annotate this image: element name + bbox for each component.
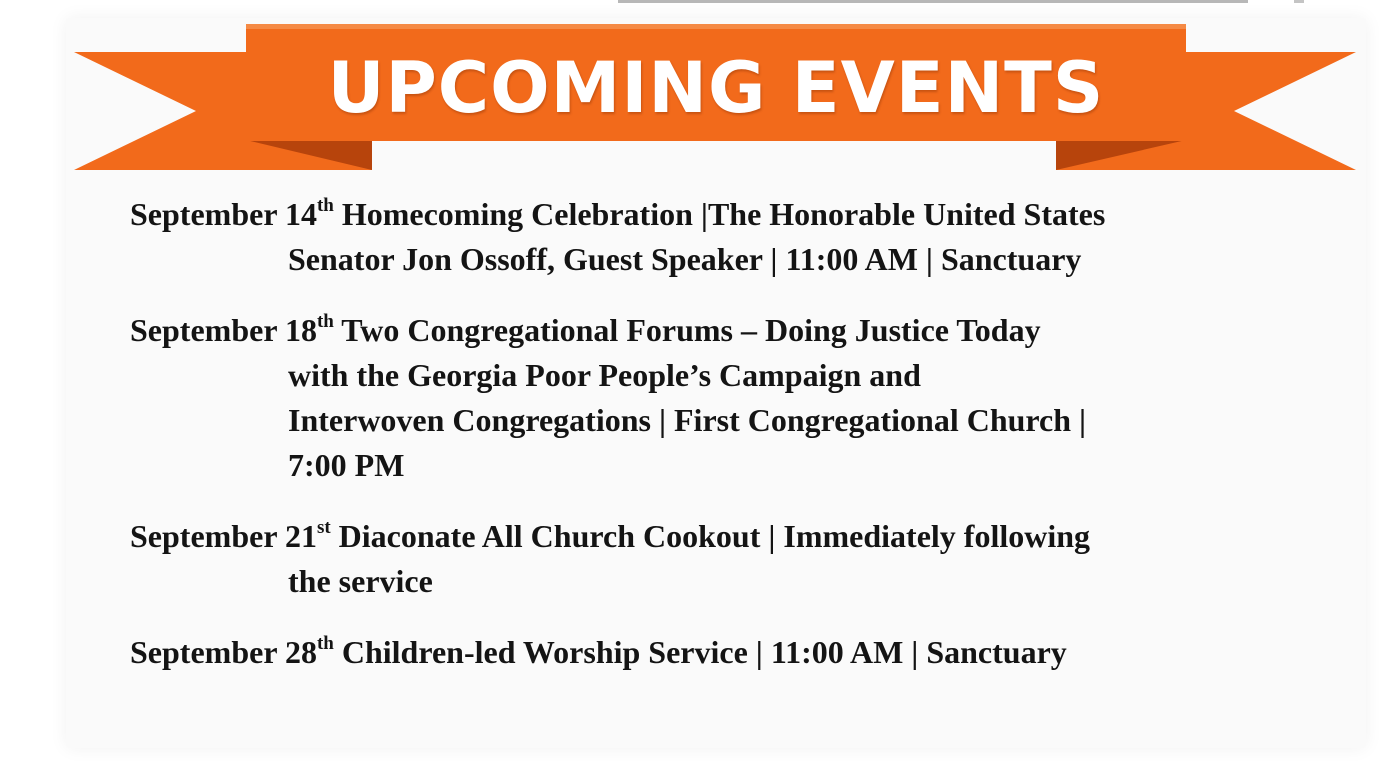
- date-ordinal-suffix: th: [316, 311, 334, 333]
- event-text: Diaconate All Church Cookout | Immediately following: [330, 518, 1091, 554]
- event-item: [130, 514, 1330, 604]
- event-continuation-line: Interwoven Congregations | First Congregational Church |: [288, 402, 1087, 438]
- event-text: Children-led Worship Service | 11:00 AM | Sanctuary: [333, 634, 1067, 670]
- event-continuation-line: with the Georgia Poor People’s Campaign and: [288, 357, 921, 393]
- event-first-line: [130, 192, 1330, 237]
- date-ordinal-suffix: th: [316, 195, 334, 217]
- event-first-line: [130, 308, 1330, 353]
- event-date: September 18: [130, 312, 317, 348]
- event-item: [130, 192, 1330, 282]
- event-continuation-line: the service: [288, 563, 433, 599]
- event-date: September 28: [130, 634, 317, 670]
- date-ordinal-suffix: th: [316, 633, 334, 655]
- event-first-line: [130, 630, 1330, 675]
- event-continuation-line: 7:00 PM: [288, 447, 405, 483]
- event-item: [130, 308, 1330, 488]
- event-text: Homecoming Celebration |The Honorable United States: [333, 196, 1106, 232]
- event-date: September 14: [130, 196, 317, 232]
- ribbon-main-highlight: [246, 24, 1186, 29]
- date-ordinal-suffix: st: [316, 517, 331, 539]
- event-date: September 21: [130, 518, 317, 554]
- event-list: [130, 192, 1330, 701]
- event-continuation-line: Senator Jon Ossoff, Guest Speaker | 11:00 AM | Sanctuary: [288, 241, 1082, 277]
- banner-title: UPCOMING EVENTS: [327, 47, 1105, 129]
- ribbon-banner: [0, 0, 1388, 200]
- event-first-line: [130, 514, 1330, 559]
- event-text: Two Congregational Forums – Doing Justice Today: [333, 312, 1041, 348]
- event-item: [130, 630, 1330, 675]
